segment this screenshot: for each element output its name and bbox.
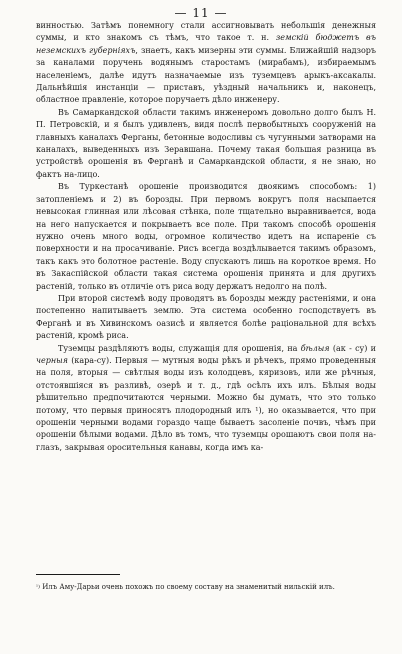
paragraph-text: Въ Самаркандской области такимъ инженеромъ довольно долго былъ Н. П. Петровскій, и я былъ удивленъ, видя послѣ первобытныхъ сооруженій на главныхъ каналахъ Ферганы, бетонные водосливы съ чугунными затворами на каналахъ, выведенныхъ изъ Зеравшана. Почему такая большая разница въ устройствѣ орошенія въ Ферганѣ и Самаркандской области, я не знаю, но фактъ на-лицо. xyxy=(36,107,376,179)
paragraph-text: винностью. Затѣмъ понемногу стали ассигновывать небольшія денежныя суммы, и кто знакомъ съ тѣмъ, что такое т. н. xyxy=(36,21,376,43)
paragraph xyxy=(36,343,376,455)
italic-text: бѣлыя xyxy=(300,343,330,353)
footnote-divider xyxy=(36,574,120,575)
footnote xyxy=(36,582,376,592)
body-text xyxy=(36,20,376,454)
italic-text: черныя xyxy=(36,355,68,365)
paragraph-text: При второй системѣ воду проводятъ въ борозды между растеніями, и она постепенно напитываетъ землю. Эта система особенно господствуетъ въ Ферганѣ и въ Хивинскомъ оазисѣ и является болѣе раціональной для всѣхъ растеній, кромѣ риса. xyxy=(36,293,376,341)
paragraph-text: Въ Туркестанѣ орошеніе производится двоякимъ способомъ: 1) затопленіемъ и 2) въ борозды. При первомъ вокругъ поля насыпается невысокая глинная или лѣсовая стѣнка, поле тщательно выравнивается, вода на него напускается и покрываетъ все поле. При такомъ способѣ орошенія нужно очень много воды, огромное количество идетъ на испареніе съ поверхности и на просачиваніе. Рисъ всегда воздѣлывается такимъ образомъ, такъ какъ это болотное растеніе. Воду спускаютъ лишь на короткое время. Но въ Закаспійской области такая система орошенія принята и для другихъ растеній, только въ отличіе отъ риса воду держатъ недолго на полѣ. xyxy=(36,182,376,291)
page-number: — 11 — xyxy=(174,6,228,20)
paragraph-text: (ак - су) и xyxy=(329,343,377,353)
paragraph-text: , знаетъ, какъ мизерны эти суммы. Ближайшій надзоръ за каналами поручень водянымъ старостамъ (мирабамъ), избираемымъ населеніемъ, далѣе идутъ назначаемые изъ туземцевъ арыкъ-аксакалы. Дальнѣйшія инстанціи — приставъ, уѣздный начальникъ и, наконецъ, областное правленіе, которое поручаетъ дѣло инженеру. xyxy=(36,45,376,105)
paragraph xyxy=(36,293,376,343)
paragraph-text: Туземцы раздѣляютъ воды, служащія для орошенія, на xyxy=(58,343,301,353)
footnote-mark: ¹) xyxy=(36,584,40,590)
paragraph-text: (кара-су). Первыя — мутныя воды рѣкъ и рѣчекъ, прямо проведенныя на поля, вторыя — свѣтлыя воды изъ колодцевъ, кяризовъ, или же рѣчныя, отстоявшіяся въ разливѣ, озерѣ и т. д., гдѣ осѣлъ ихъ илъ. Бѣлыя воды рѣшительно предпочитаются черными. Можно бы думать, что это только потому, что первыя приносятъ плодородный илъ ¹), но оказывается, что при орошеніи черными водами гораздо чаще бываетъ засоленіе почвъ, чѣмъ при орошеніи бѣлыми водами. Дѣло въ томъ, что туземцы орошаютъ свои поля на-глазъ, закрывая оросительныя канавы, когда имъ ка- xyxy=(36,355,376,452)
paragraph xyxy=(36,107,376,181)
paragraph xyxy=(36,181,376,293)
footnote-text: Илъ Аму-Дарьи очень похожъ по своему составу на знаменитый нильскій илъ. xyxy=(42,583,335,591)
paragraph xyxy=(36,20,376,107)
italic-text: земскій бюджетъ въ неземскихъ губерніяхъ xyxy=(36,33,377,55)
